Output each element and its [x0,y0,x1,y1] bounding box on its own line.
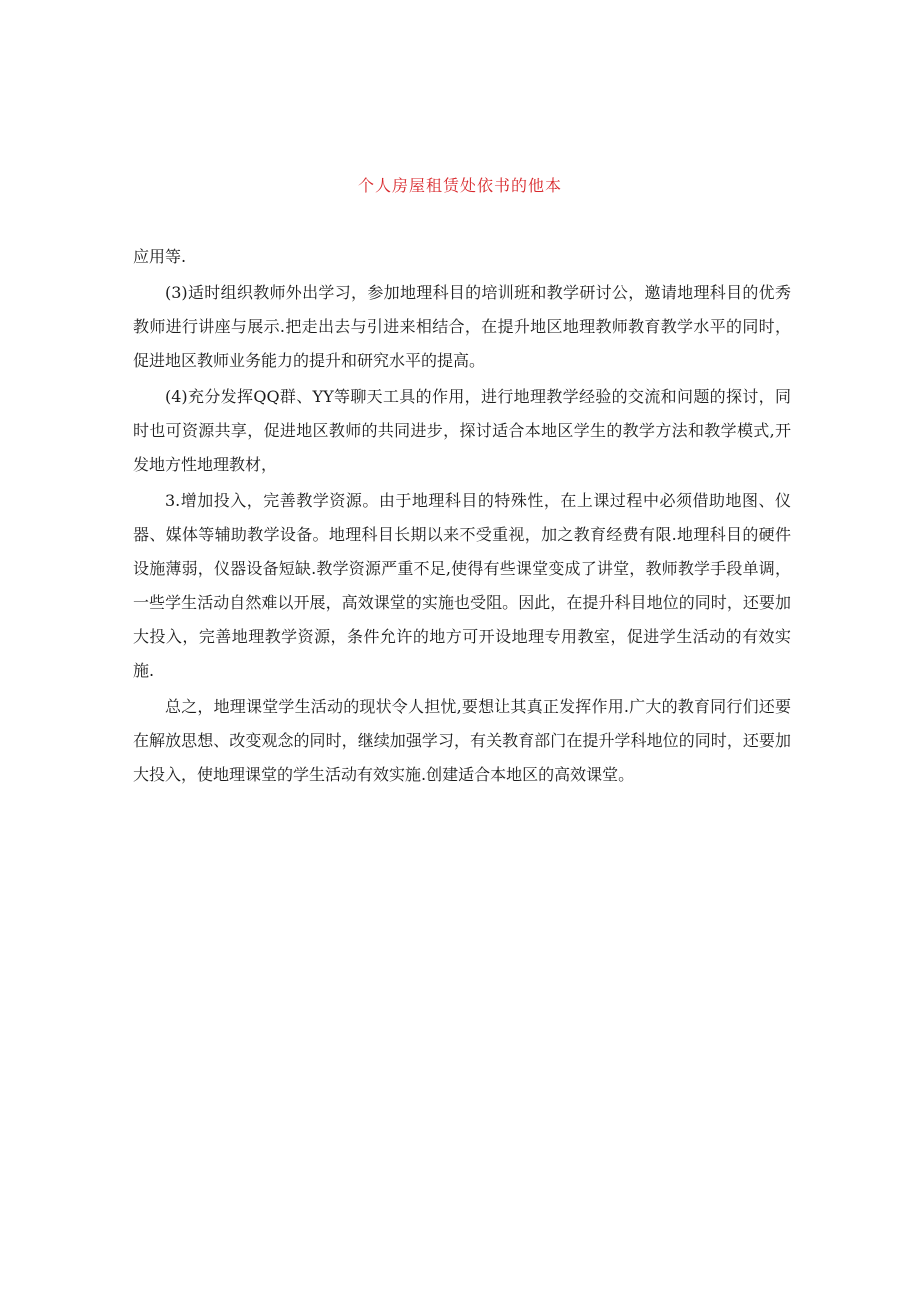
document-title: 个人房屋租赁处依书的他本 [357,176,562,195]
paragraph-conclusion: 总之，地理课堂学生活动的现状令人担忧,要想让其真正发挥作用.广大的教育同行们还要在解放思想、改变观念的同时，继续加强学习，有关教育部门在提升学科地位的同时，还要加大投入，使地理课堂的学生活动有效实施.创建适合本地区的高效课堂。 [133,697,791,784]
paragraph-section-3: 3.增加投入，完善教学资源。由于地理科目的特殊性，在上课过程中必须借助地图、仪器、媒体等辅助教学设备。地理科目长期以来不受重视，加之教育经费有限.地理科目的硬件设施薄弱，仪器设备短缺.教学资源严重不足,使得有些课堂变成了讲堂，教师教学手段单调，一些学生活动自然难以开展，高效课堂的实施也受阻。因此，在提升科目地位的同时，还要加大投入，完善地理教学资源，条件允许的地方可开设地理专用教室，促进学生活动的有效实施. [133,491,791,680]
paragraph-item-4: (4)充分发挥QQ群、YY等聊天工具的作用，进行地理教学经验的交流和问题的探讨，同时也可资源共享，促进地区教师的共同进步，探讨适合本地区学生的教学方法和教学模式,开发地方性地理教材， [133,387,791,474]
paragraph-item-3: (3)适时组织教师外出学习，参加地理科目的培训班和教学研讨公，邀请地理科目的优秀教师进行讲座与展示.把走出去与引进来相结合，在提升地区地理教师教育教学水平的同时，促进地区教师业务能力的提升和研究水平的提高。 [133,283,791,370]
document-body [133,240,791,794]
paragraph-continuation: 应用等. [133,247,187,266]
